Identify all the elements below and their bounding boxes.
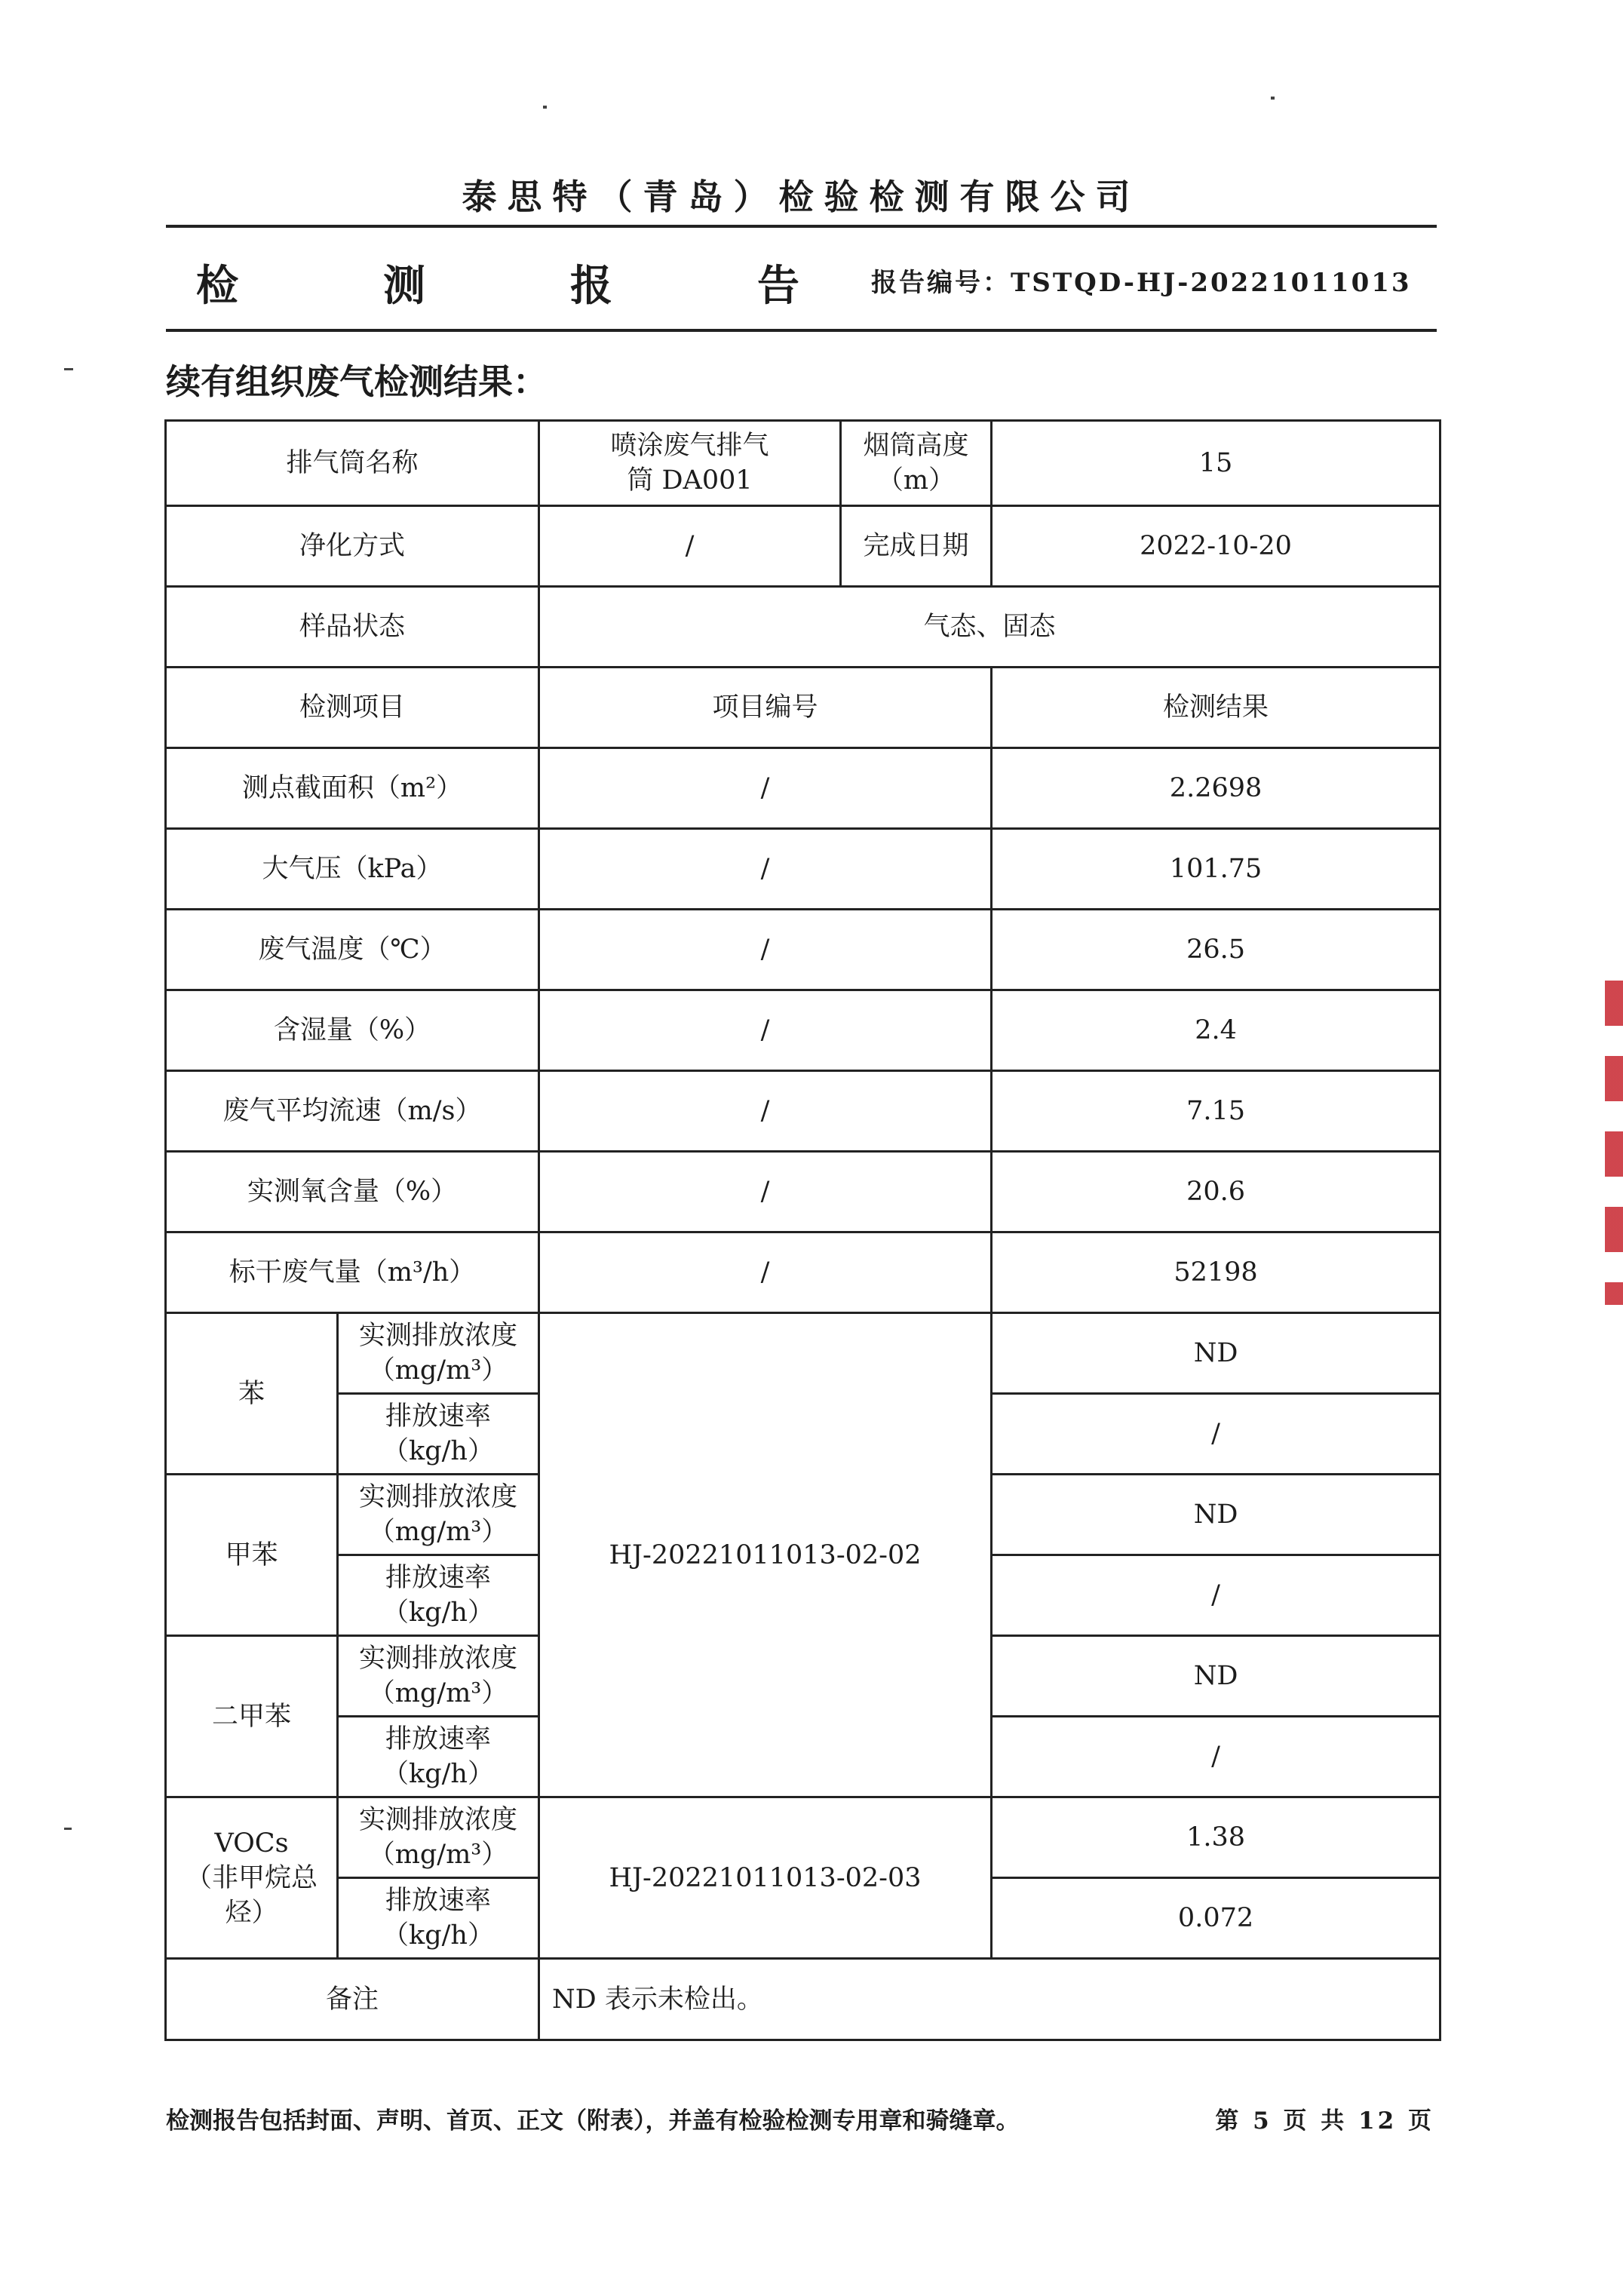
conc-label: [338, 1475, 539, 1555]
results-table: [164, 419, 1441, 2041]
info-row-outlet: [166, 421, 1440, 506]
param-name: 标干废气量（m³/h）: [166, 1232, 539, 1313]
toluene-conc: ND: [992, 1475, 1440, 1555]
header-rule-top: [166, 225, 1437, 228]
sample-state-label: 样品状态: [166, 587, 539, 668]
seam-stamp-edge: [1605, 981, 1623, 1305]
remark-label: 备注: [166, 1959, 539, 2040]
rate-label-line1: 排放速率: [385, 1886, 492, 1916]
conc-label-line2: （mg/m³）: [368, 1355, 508, 1386]
rate-label-line2: （kg/h）: [382, 1759, 494, 1789]
param-result: 52198: [992, 1232, 1440, 1313]
param-result: 101.75: [992, 829, 1440, 910]
complete-date-value: 2022-10-20: [992, 506, 1440, 587]
scan-speck: [64, 1828, 72, 1830]
outlet-label: 排气筒名称: [166, 421, 539, 506]
col-header-code: 项目编号: [539, 668, 992, 748]
param-row: [166, 1071, 1440, 1152]
param-code: /: [539, 1152, 992, 1232]
param-code: /: [539, 1232, 992, 1313]
conc-label-line1: 实测排放浓度: [359, 1805, 518, 1835]
remark-row: [166, 1959, 1440, 2040]
group2-code: HJ-20221011013-02-03: [539, 1797, 992, 1959]
section-title: 续有组织废气检测结果：: [166, 361, 548, 402]
param-code: /: [539, 748, 992, 829]
rate-label-line1: 排放速率: [385, 1563, 492, 1593]
param-code: /: [539, 1071, 992, 1152]
sample-state-value: 气态、固态: [539, 587, 1440, 668]
col-header-result: 检测结果: [992, 668, 1440, 748]
remark-value: ND 表示未检出。: [539, 1959, 1440, 2040]
report-number: [871, 249, 1412, 317]
conc-label: [338, 1313, 539, 1394]
xylene-rate: /: [992, 1717, 1440, 1797]
rate-label: [338, 1878, 539, 1959]
conc-label-line1: 实测排放浓度: [359, 1644, 518, 1674]
stack-height-label-text: 烟筒高度（m）: [863, 431, 969, 496]
footer-note: 检测报告包括封面、声明、首页、正文（附表），并盖有检验检测专用章和骑缝章。: [166, 2107, 1020, 2135]
conc-label: [338, 1797, 539, 1878]
rate-label-line2: （kg/h）: [382, 1920, 494, 1951]
conc-label-line2: （mg/m³）: [368, 1517, 508, 1547]
param-name: 废气平均流速（m/s）: [166, 1071, 539, 1152]
report-title-char-1: 检: [196, 261, 238, 311]
xylene-conc: ND: [992, 1636, 1440, 1717]
complete-date-label: 完成日期: [841, 506, 992, 587]
vocs-conc: 1.38: [992, 1797, 1440, 1878]
purify-label: 净化方式: [166, 506, 539, 587]
report-header-row: [166, 249, 1437, 317]
purify-value: /: [539, 506, 841, 587]
report-title: [166, 249, 830, 317]
conc-label-line1: 实测排放浓度: [359, 1482, 518, 1512]
rate-label-line2: （kg/h）: [382, 1436, 494, 1466]
scan-speck: [543, 106, 547, 109]
report-title-char-4: 告: [757, 261, 799, 311]
rate-label: [338, 1717, 539, 1797]
info-row-sample-state: [166, 587, 1440, 668]
pollutant-name-toluene: 甲苯: [166, 1475, 338, 1636]
benzene-rate: /: [992, 1394, 1440, 1475]
param-name: 实测氧含量（%）: [166, 1152, 539, 1232]
outlet-value-line2: 筒 DA001: [627, 465, 753, 496]
param-result: 20.6: [992, 1152, 1440, 1232]
company-name: 泰思特（青岛）检验检测有限公司: [462, 176, 1141, 217]
page-number: 第 5 页 共 12 页: [1215, 2107, 1434, 2135]
header-rule-bottom: [166, 329, 1437, 332]
report-title-char-3: 报: [570, 261, 612, 311]
param-row: [166, 910, 1440, 990]
param-row: [166, 829, 1440, 910]
pollutant-name-vocs: [166, 1797, 338, 1959]
conc-label-line2: （mg/m³）: [368, 1840, 508, 1870]
scan-speck: [1271, 97, 1275, 100]
pollutant-name-xylene: 二甲苯: [166, 1636, 338, 1797]
rate-label-line1: 排放速率: [385, 1724, 492, 1754]
param-row: [166, 748, 1440, 829]
group1-code: HJ-20221011013-02-02: [539, 1313, 992, 1797]
param-code: /: [539, 910, 992, 990]
param-result: 7.15: [992, 1071, 1440, 1152]
conc-label-line2: （mg/m³）: [368, 1678, 508, 1708]
outlet-value: [539, 421, 841, 506]
col-header-item: 检测项目: [166, 668, 539, 748]
toluene-rate: /: [992, 1555, 1440, 1636]
scan-speck: [64, 368, 73, 370]
report-number-value: TSTQD-HJ-20221011013: [1011, 268, 1412, 298]
param-row: [166, 1232, 1440, 1313]
pollutant-row: [166, 1313, 1440, 1394]
param-name: 废气温度（℃）: [166, 910, 539, 990]
vocs-name-line3: 烃）: [225, 1897, 278, 1928]
vocs-name-line1: VOCs: [214, 1828, 289, 1859]
param-code: /: [539, 829, 992, 910]
vocs-name-line2: （非甲烷总: [185, 1862, 318, 1893]
outlet-value-line1: 喷涂废气排气: [610, 431, 769, 461]
column-header-row: [166, 668, 1440, 748]
rate-label: [338, 1394, 539, 1475]
rate-label-line1: 排放速率: [385, 1401, 492, 1432]
param-name: 大气压（kPa）: [166, 829, 539, 910]
param-result: 2.2698: [992, 748, 1440, 829]
param-row: [166, 1152, 1440, 1232]
stack-height-value: 15: [992, 421, 1440, 506]
param-result: 26.5: [992, 910, 1440, 990]
rate-label: [338, 1555, 539, 1636]
pollutant-row: [166, 1797, 1440, 1878]
rate-label-line2: （kg/h）: [382, 1598, 494, 1628]
param-row: [166, 990, 1440, 1071]
param-name: 测点截面积（m²）: [166, 748, 539, 829]
param-code: /: [539, 990, 992, 1071]
pollutant-name-benzene: 苯: [166, 1313, 338, 1475]
report-number-label: 报告编号：: [871, 268, 1011, 298]
stack-height-label: [841, 421, 992, 506]
conc-label: [338, 1636, 539, 1717]
report-title-char-2: 测: [383, 261, 425, 311]
conc-label-line1: 实测排放浓度: [359, 1321, 518, 1351]
param-name: 含湿量（%）: [166, 990, 539, 1071]
benzene-conc: ND: [992, 1313, 1440, 1394]
info-row-purify: [166, 506, 1440, 587]
vocs-rate: 0.072: [992, 1878, 1440, 1959]
param-result: 2.4: [992, 990, 1440, 1071]
